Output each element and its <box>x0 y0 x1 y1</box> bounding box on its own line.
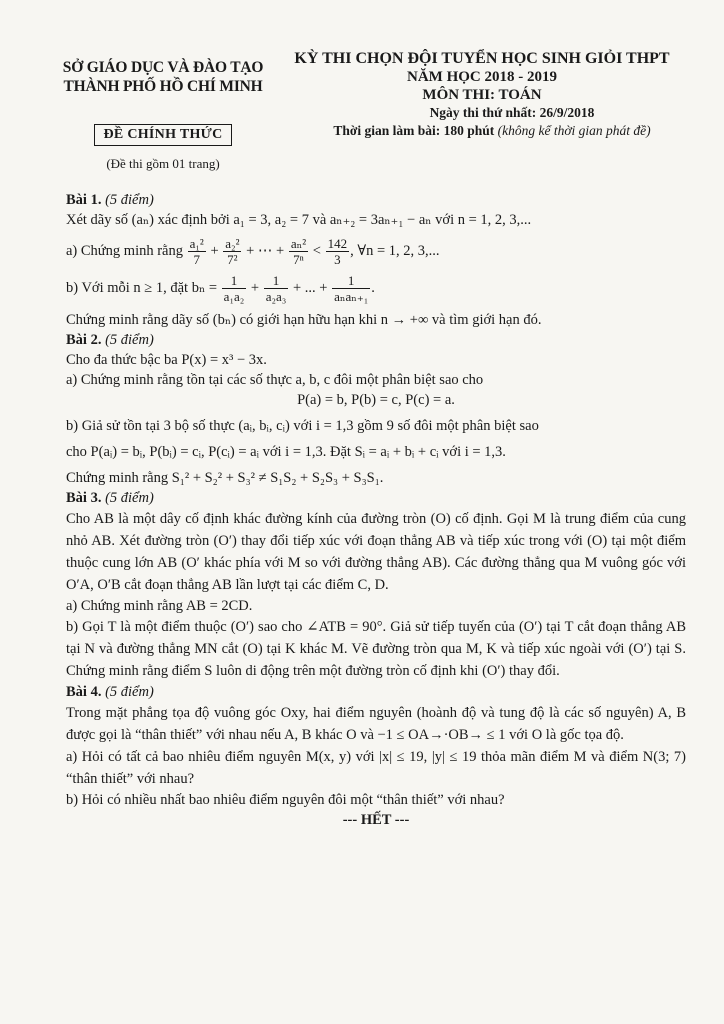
problem-1-part-b-question: Chứng minh rằng dãy số (bₙ) có giới hạn hữu hạn khi n → +∞ và tìm giới hạn đó. <box>66 312 542 328</box>
department-line-2: THÀNH PHỐ HỒ CHÍ MINH <box>63 78 263 95</box>
problem-1-part-a: a) Chứng minh rằng $\frac{\text{a₁²}}{7}$ + $\frac{\text{a₂²}}{\text{7²}}$ + ⋯ + $\frac{\text{aₙ²}}{\text{7ⁿ}}$ < $\frac{142}{3}$ , ∀n = 1, 2, 3,... <box>66 236 440 267</box>
problem-3-part-a: a) Chứng minh rằng AB = 2CD. <box>66 598 253 614</box>
problem-3-heading <box>66 488 686 508</box>
ellipsis-plus-b: + ... + <box>292 279 328 296</box>
problem-2-part-b-line-2: cho P(aᵢ) = bᵢ, P(bᵢ) = cᵢ, P(cᵢ) = aᵢ với i = 1,3. Đặt Sᵢ = aᵢ + bᵢ + cᵢ với i = 1,3. <box>66 444 506 460</box>
exam-duration <box>282 122 682 140</box>
fraction-b-term-2: $\frac{1}{\text{a₂a₃}}$ <box>265 273 287 304</box>
exam-info-block <box>282 50 682 140</box>
fraction-term-2: $\frac{\text{a₂²}}{\text{7²}}$ <box>225 236 240 267</box>
exam-date: Ngày thi thứ nhất: 26/9/2018 <box>429 105 595 120</box>
problem-2-part-b-line-3: Chứng minh rằng S₁² + S₂² + S₃² ≠ S₁S₂ + S₂S₃ + S₃S₁. <box>66 470 384 486</box>
official-stamp-box: ĐỀ CHÍNH THỨC <box>94 124 231 146</box>
fraction-bound: $\frac{142}{3}$ <box>327 236 348 267</box>
ellipsis-plus: + ⋯ + <box>246 242 285 259</box>
part-a-prefix: a) Chứng minh rằng <box>66 242 183 259</box>
page-count-note: (Đề thi gồm 01 trang) <box>106 156 220 171</box>
problem-2-title: Bài 2. <box>66 332 102 348</box>
fraction-term-1: $\frac{\text{a₁²}}{7}$ <box>189 236 204 267</box>
problem-2-intro: Cho đa thức bậc ba P(x) = x³ − 3x. <box>66 352 267 368</box>
problem-3-intro: Cho AB là một dây cố định khác đường kính của đường tròn (O) cố định. Gọi M là trung điểm của cung nhỏ AB. Xét đường tròn (O′) thay đổi tiếp xúc với đoạn thẳng AB và tiếp xúc trong với (O) tại một điểm thuộc cung lớn AB (O′ khác phía với M so với đường thẳng AB). Các đường thẳng qua M vuông góc với O′A, O′B cắt đoạn thẳng AB lần lượt tại các điểm C, D. <box>66 511 686 593</box>
problem-3-part-b: b) Gọi T là một điểm thuộc (O′) sao cho ∠ATB = 90°. Giả sử tiếp tuyến của (O′) tại T cắt đoạn thẳng AB tại N và đường thẳng MN cắt (O) tại K khác M. Vẽ đường tròn qua M, K và tiếp xúc ngoài với (O′) tại S. Chứng minh rằng điểm S luôn di động trên một đường tròn cố định khi (O′) thay đổi. <box>66 619 686 679</box>
problem-4-heading <box>66 682 686 702</box>
school-year: NĂM HỌC 2018 - 2019 <box>407 69 557 85</box>
subject: MÔN THI: TOÁN <box>422 87 542 103</box>
problem-2-part-b-line-1: b) Giả sử tồn tại 3 bộ số thực (aᵢ, bᵢ, cᵢ) với i = 1,3 gồm 9 số đôi một phân biệt sao <box>66 418 539 434</box>
department-line-1: SỞ GIÁO DỤC VÀ ĐÀO TẠO <box>62 59 264 76</box>
problem-1-title: Bài 1. <box>66 192 102 208</box>
exam-body <box>66 190 686 830</box>
fraction-b-term-n: $\frac{1}{\text{aₙaₙ₊₁}}$ <box>334 273 369 304</box>
fraction-term-n: $\frac{\text{aₙ²}}{\text{7ⁿ}}$ <box>290 236 307 267</box>
problem-1-intro: Xét dãy số (aₙ) xác định bởi a₁ = 3, a₂ = 7 và aₙ₊₂ = 3aₙ₊₁ − aₙ với n = 1, 2, 3,... <box>66 212 532 228</box>
issuer-block <box>48 58 278 172</box>
problem-3-title: Bài 3. <box>66 490 102 506</box>
part-a-suffix: , ∀n = 1, 2, 3,... <box>350 242 440 259</box>
less-than: < <box>312 242 321 259</box>
problem-4-part-a: a) Hỏi có tất cả bao nhiêu điểm nguyên M(x, y) với |x| ≤ 19, |y| ≤ 19 thỏa mãn điểm M và điểm N(3; 7) “thân thiết” với nhau? <box>66 749 686 787</box>
problem-1-part-b: b) Với mỗi n ≥ 1, đặt bₙ = $\frac{1}{\text{a₁a₂}}$ + $\frac{1}{\text{a₂a₃}}$ + ... + $\frac{1}{\text{aₙaₙ₊₁}}$ . <box>66 273 375 304</box>
problem-2-points: (5 điểm) <box>105 332 154 348</box>
problem-2-part-a: a) Chứng minh rằng tồn tại các số thực a, b, c đôi một phân biệt sao cho <box>66 372 484 388</box>
duration-note: (không kể thời gian phát đề) <box>497 123 651 138</box>
duration-text: Thời gian làm bài: 180 phút <box>333 123 495 138</box>
part-b-prefix: b) Với mỗi n ≥ 1, đặt bₙ = <box>66 279 218 296</box>
problem-4-title: Bài 4. <box>66 684 102 700</box>
problem-2-heading <box>66 330 686 350</box>
problem-4-points: (5 điểm) <box>105 684 154 700</box>
problem-1-points: (5 điểm) <box>105 192 154 208</box>
exam-title: KỲ THI CHỌN ĐỘI TUYỂN HỌC SINH GIỎI THPT <box>294 50 670 67</box>
end-marker: --- HẾT --- <box>342 812 410 828</box>
problem-3-points: (5 điểm) <box>105 490 154 506</box>
problem-4-intro: Trong mặt phẳng tọa độ vuông góc Oxy, hai điểm nguyên (hoành độ và tung độ là các số nguyên) A, B được gọi là “thân thiết” với nhau nếu A, B khác O và −1 ≤ OA→·OB→ ≤ 1 với O là gốc tọa độ. <box>66 705 686 743</box>
problem-2-part-a-equation: P(a) = b, P(b) = c, P(c) = a. <box>297 392 455 408</box>
problem-1-heading <box>66 190 686 210</box>
fraction-b-term-1: $\frac{1}{\text{a₁a₂}}$ <box>223 273 245 304</box>
period: . <box>371 279 375 296</box>
problem-4-part-b: b) Hỏi có nhiều nhất bao nhiêu điểm nguyên đôi một “thân thiết” với nhau? <box>66 792 505 808</box>
